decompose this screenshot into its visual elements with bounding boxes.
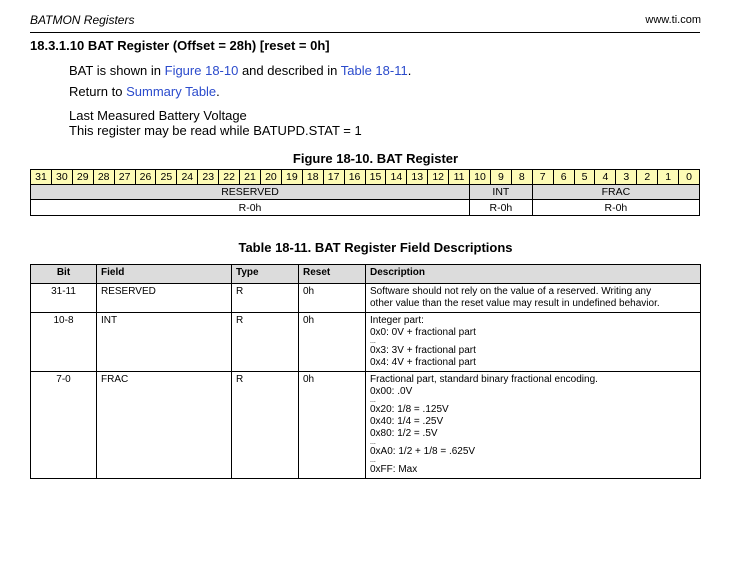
bit-number: 30 [51, 170, 72, 185]
bit-number: 26 [135, 170, 156, 185]
summary-table-link[interactable]: Summary Table [126, 84, 217, 99]
bit-number: 31 [31, 170, 52, 185]
bit-number: 15 [365, 170, 386, 185]
intro-paragraph [69, 63, 411, 78]
cell-description [366, 313, 701, 372]
figure-caption: Figure 18-10. BAT Register [292, 151, 459, 166]
bit-number: 11 [449, 170, 470, 185]
bit-number: 24 [177, 170, 198, 185]
field-frac: FRAC [532, 185, 699, 200]
table-row [31, 284, 701, 313]
bit-number: 16 [344, 170, 365, 185]
intro-pre: BAT is shown in [69, 63, 165, 78]
desc-ellipsis: ... [370, 439, 376, 446]
return-pre: Return to [69, 84, 127, 99]
bit-number: 4 [595, 170, 616, 185]
intro-mid: and described in [238, 63, 341, 78]
desc-line: other value than the reset value may result in undefined behavior. [370, 298, 660, 309]
desc-line: Fractional part, standard binary fractional encoding. [370, 374, 598, 385]
col-header-description: Description [366, 265, 701, 284]
figure-link[interactable]: Figure 18-10 [164, 63, 239, 78]
section-title: 18.3.1.10 BAT Register (Offset = 28h) [reset = 0h] [30, 38, 330, 53]
bit-number: 12 [428, 170, 449, 185]
desc-line: 0xA0: 1/2 + 1/8 = .625V [370, 446, 476, 457]
cell-reset: 0h [299, 372, 366, 479]
bit-number: 25 [156, 170, 177, 185]
bit-number: 19 [281, 170, 302, 185]
bit-number: 10 [470, 170, 491, 185]
return-paragraph [69, 84, 220, 99]
bit-number: 8 [511, 170, 532, 185]
bit-number: 7 [532, 170, 553, 185]
cell-type: R [232, 313, 299, 372]
bit-number: 28 [93, 170, 114, 185]
cell-field: FRAC [97, 372, 232, 479]
cell-type: R [232, 372, 299, 479]
desc-line: Integer part: [370, 315, 424, 326]
col-header-type: Type [232, 265, 299, 284]
bit-number: 23 [198, 170, 219, 185]
access-frac: R-0h [532, 200, 699, 216]
running-header-right: www.ti.com [645, 14, 701, 26]
desc-ellipsis: ... [370, 338, 376, 345]
bit-number: 18 [302, 170, 323, 185]
access-reset-row [31, 200, 700, 216]
bit-number: 22 [219, 170, 240, 185]
col-header-field: Field [97, 265, 232, 284]
cell-field: RESERVED [97, 284, 232, 313]
bit-number: 21 [240, 170, 261, 185]
bit-number: 0 [679, 170, 700, 185]
cell-description [366, 372, 701, 479]
register-description [69, 108, 362, 138]
desc-line: 0x40: 1/4 = .25V [370, 416, 444, 427]
field-description-table [30, 264, 701, 479]
bit-number: 20 [260, 170, 281, 185]
register-diagram [30, 169, 700, 216]
cell-reset: 0h [299, 284, 366, 313]
running-header-left: BATMON Registers [30, 13, 135, 27]
bit-number: 17 [323, 170, 344, 185]
access-reserved: R-0h [31, 200, 470, 216]
desc-line: 0x4: 4V + fractional part [370, 357, 476, 368]
bit-number: 27 [114, 170, 135, 185]
intro-post: . [407, 63, 412, 78]
desc-line: 0x80: 1/2 = .5V [370, 428, 438, 439]
cell-bit: 10-8 [31, 313, 97, 372]
field-name-row [31, 185, 700, 200]
bit-number: 29 [72, 170, 93, 185]
desc-line: Software should not rely on the value of a reserved. Writing any [370, 286, 652, 297]
table-row [31, 372, 701, 479]
cell-field: INT [97, 313, 232, 372]
desc-line: 0xFF: Max [370, 464, 418, 475]
cell-reset: 0h [299, 313, 366, 372]
description-line: Last Measured Battery Voltage [69, 108, 247, 123]
header-rule [30, 32, 700, 33]
description-line: This register may be read while BATUPD.STAT = 1 [69, 123, 362, 138]
bit-number: 2 [637, 170, 658, 185]
bit-number-row [31, 170, 700, 185]
desc-ellipsis: ... [370, 457, 376, 464]
bit-number: 1 [658, 170, 679, 185]
desc-line: 0x3: 3V + fractional part [370, 345, 476, 356]
access-int: R-0h [470, 200, 533, 216]
cell-bit: 31-11 [31, 284, 97, 313]
desc-line: 0x00: .0V [370, 386, 413, 397]
table-row [31, 313, 701, 372]
bit-number: 9 [490, 170, 511, 185]
desc-line: 0x20: 1/8 = .125V [370, 404, 449, 415]
return-post: . [216, 84, 220, 99]
table-header-row [31, 265, 701, 284]
bit-number: 3 [616, 170, 637, 185]
cell-bit: 7-0 [31, 372, 97, 479]
bit-number: 5 [574, 170, 595, 185]
desc-ellipsis: ... [370, 397, 376, 404]
table-link[interactable]: Table 18-11 [340, 63, 408, 78]
cell-type: R [232, 284, 299, 313]
bit-number: 13 [407, 170, 428, 185]
table-caption: Table 18-11. BAT Register Field Descriptions [238, 240, 513, 255]
cell-description [366, 284, 701, 313]
field-reserved: RESERVED [31, 185, 470, 200]
desc-line: 0x0: 0V + fractional part [370, 327, 476, 338]
col-header-reset: Reset [299, 265, 366, 284]
bit-number: 14 [386, 170, 407, 185]
col-header-bit: Bit [31, 265, 97, 284]
field-int: INT [470, 185, 533, 200]
bit-number: 6 [553, 170, 574, 185]
